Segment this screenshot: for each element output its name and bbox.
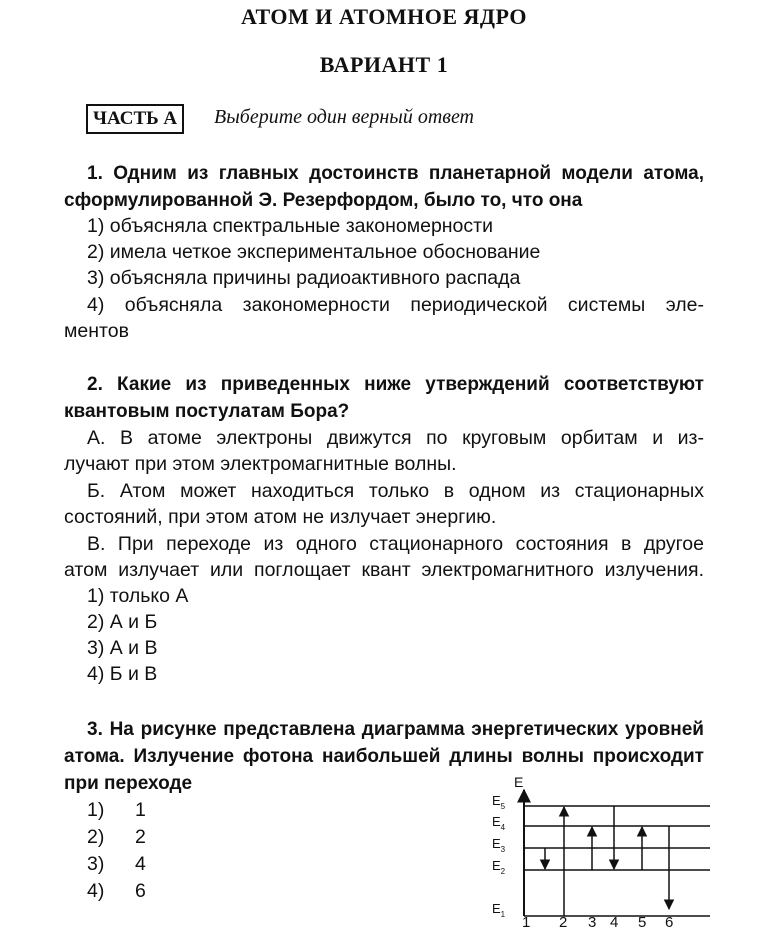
q1-text-line1: 1. Одним из главных достоинств планетарной модели атома, bbox=[87, 163, 704, 184]
q3-text-line3: при переходе bbox=[64, 773, 193, 794]
transition-label-1: 1 bbox=[522, 914, 531, 928]
q2-text-line1: 2. Какие из приведенных ниже утверждений соответствуют bbox=[87, 374, 704, 395]
level-label-e2: $E_2$ bbox=[492, 858, 506, 876]
energy-axis-label: E bbox=[514, 774, 524, 790]
q1-option-4: 4) объясняла закономерности периодической системы эле- bbox=[87, 294, 704, 316]
page-title: АТОМ И АТОМНОЕ ЯДРО bbox=[241, 4, 527, 29]
transition-label-5: 5 bbox=[638, 914, 647, 928]
q1-text-line2: сформулированной Э. Резерфордом, было то, что она bbox=[64, 190, 583, 211]
q3-option-1: 1) 1 bbox=[87, 799, 146, 821]
q1-option-1: 1) объясняла спектральные закономерности bbox=[87, 215, 493, 237]
part-instruction: Выберите один верный ответ bbox=[214, 106, 474, 128]
q2-statement-b-cont: состояний, при этом атом не излучает энергию. bbox=[64, 506, 497, 528]
q2-statement-a-cont: лучают при этом электромагнитные волны. bbox=[64, 453, 457, 475]
level-label-e3: $E_3$ bbox=[492, 836, 506, 854]
transition-label-3: 3 bbox=[588, 914, 597, 928]
q2-statement-a: А. В атоме электроны движутся по круговым орбитам и из- bbox=[87, 427, 704, 449]
q2-text-line2: квантовым постулатам Бора? bbox=[64, 401, 350, 422]
level-label-e1: $E_1$ bbox=[492, 901, 506, 919]
transition-label-2: 2 bbox=[559, 914, 568, 928]
part-label: ЧАСТЬ А bbox=[86, 104, 184, 134]
transition-label-6: 6 bbox=[665, 914, 674, 928]
q2-statement-v: В. При переходе из одного стационарного состояния в другое bbox=[87, 533, 704, 555]
q3-text-line2: атома. Излучение фотона наибольшей длины волны происходит bbox=[64, 746, 704, 767]
q2-option-1: 1) только А bbox=[87, 585, 189, 607]
transition-label-4: 4 bbox=[610, 914, 619, 928]
q2-statement-v-cont: атом излучает или поглощает квант электромагнитного излучения. bbox=[64, 559, 704, 581]
q3-option-4: 4) 6 bbox=[87, 880, 146, 902]
q3-text-line1: 3. На рисунке представлена диаграмма энергетических уровней bbox=[87, 719, 704, 740]
q2-statement-b: Б. Атом может находиться только в одном из стационарных bbox=[87, 480, 704, 502]
q3-option-2: 2) 2 bbox=[87, 826, 146, 848]
q1-option-2: 2) имела четкое экспериментальное обоснование bbox=[87, 241, 541, 263]
q3-option-3: 3) 4 bbox=[87, 853, 146, 875]
q2-option-4: 4) Б и В bbox=[87, 663, 158, 685]
q2-option-2: 2) А и Б bbox=[87, 611, 158, 633]
variant-title: ВАРИАНТ 1 bbox=[319, 52, 449, 77]
q2-option-3: 3) А и В bbox=[87, 637, 158, 659]
level-label-e5: $E_5$ bbox=[492, 793, 506, 811]
level-label-e4: $E_4$ bbox=[492, 814, 506, 832]
q1-option-4-cont: ментов bbox=[64, 320, 129, 342]
energy-level-diagram bbox=[488, 770, 718, 928]
q1-option-3: 3) объясняла причины радиоактивного распада bbox=[87, 267, 521, 289]
